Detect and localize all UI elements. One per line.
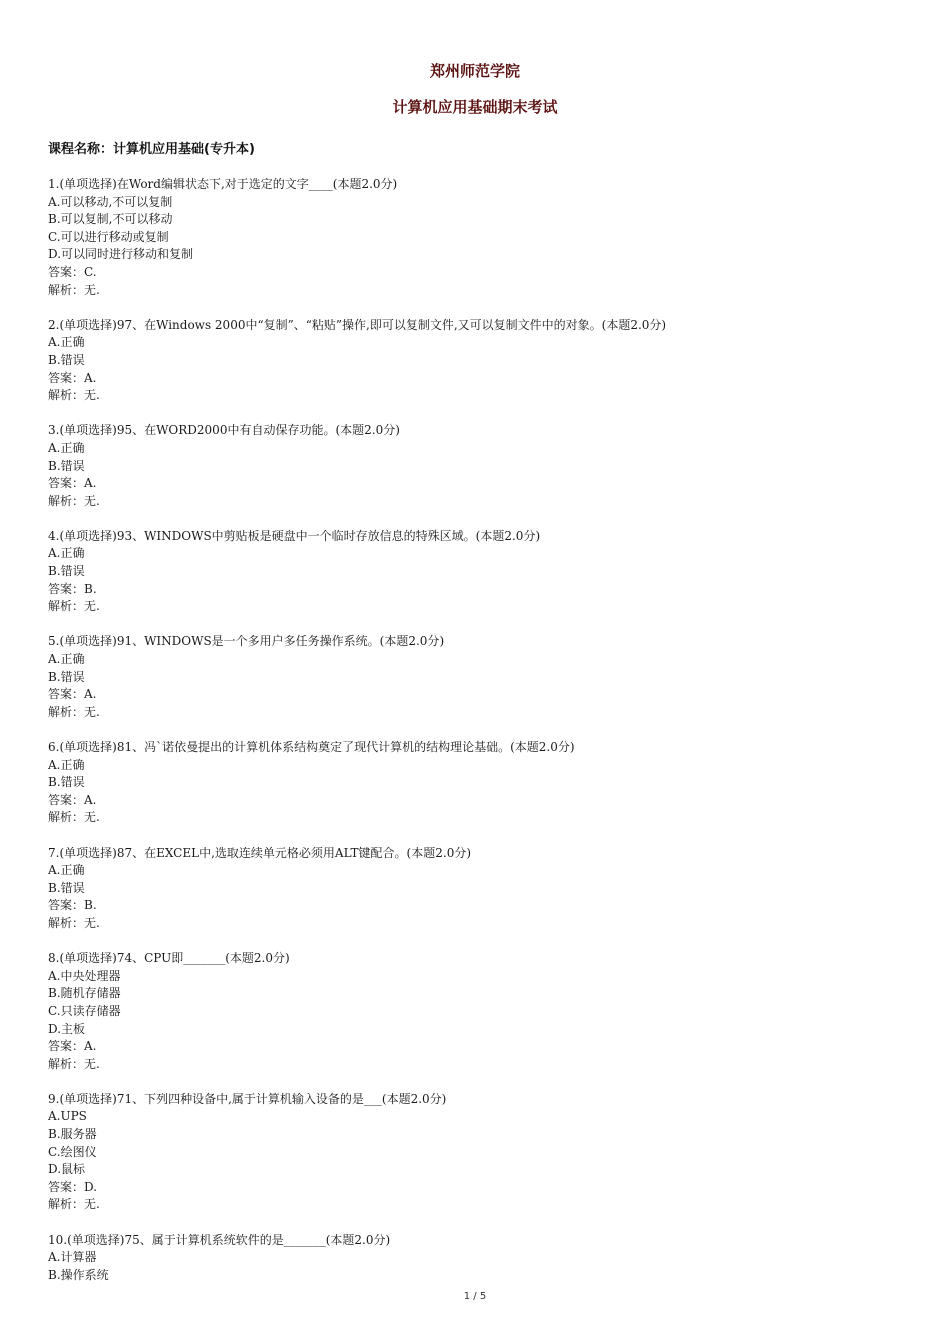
question-analysis: 解析：无.	[48, 915, 100, 930]
school-title: 郑州师范学院	[429, 62, 520, 80]
question-option: A.UPS	[48, 1109, 87, 1124]
question-option: A.中央处理器	[48, 968, 121, 983]
question-option: C.绘图仪	[48, 1144, 97, 1159]
question-answer: 答案：A.	[48, 792, 97, 807]
question-block	[48, 1232, 908, 1285]
question-block	[48, 950, 908, 1073]
question-option: B.错误	[48, 669, 85, 684]
question-block	[48, 317, 908, 405]
question-analysis: 解析：无.	[48, 810, 100, 825]
question-option: A.正确	[48, 863, 85, 878]
question-block	[48, 176, 908, 299]
question-option: A.计算器	[48, 1250, 97, 1265]
question-option: A.正确	[48, 546, 85, 561]
question-answer: 答案：B.	[48, 581, 97, 596]
question-option: C.可以进行移动或复制	[48, 229, 169, 244]
question-option: D.鼠标	[48, 1162, 86, 1177]
page-number: 1 / 5	[463, 1291, 487, 1302]
question-option: D.可以同时进行移动和复制	[48, 247, 194, 262]
question-option: D.主板	[48, 1021, 86, 1036]
question-stem: 7.(单项选择)87、在EXCEL中,选取连续单元格必须用ALT键配合。(本题2.0分)	[48, 845, 472, 860]
question-stem: 6.(单项选择)81、冯`诺依曼提出的计算机体系结构奠定了现代计算机的结构理论基础。(本题2.0分)	[48, 740, 575, 754]
exam-title: 计算机应用基础期末考试	[392, 98, 558, 116]
question-block	[48, 739, 908, 827]
question-analysis: 解析：无.	[48, 493, 100, 508]
question-option: B.错误	[48, 880, 85, 895]
course-name: 课程名称：计算机应用基础(专升本)	[48, 142, 255, 157]
question-analysis: 解析：无.	[48, 599, 100, 614]
question-option: B.服务器	[48, 1127, 97, 1142]
question-analysis: 解析：无.	[48, 388, 100, 403]
question-block	[48, 845, 908, 933]
question-option: A.正确	[48, 652, 85, 667]
question-block	[48, 528, 908, 616]
question-block	[48, 1091, 908, 1214]
question-option: B.可以复制,不可以移动	[48, 212, 173, 227]
question-option: A.可以移动,不可以复制	[48, 194, 173, 209]
question-stem: 4.(单项选择)93、WINDOWS中剪贴板是硬盘中一个临时存放信息的特殊区域。(本题2.0分)	[48, 528, 541, 543]
question-analysis: 解析：无.	[48, 704, 100, 719]
question-answer: 答案：A.	[48, 687, 97, 702]
question-block	[48, 422, 908, 510]
question-option: B.错误	[48, 352, 85, 367]
question-option: C.只读存储器	[48, 1003, 121, 1018]
question-answer: 答案：A.	[48, 370, 97, 385]
question-analysis: 解析：无.	[48, 1056, 100, 1071]
question-list	[48, 176, 908, 1302]
question-analysis: 解析：无.	[48, 282, 100, 297]
question-stem: 9.(单项选择)71、下列四种设备中,属于计算机输入设备的是___(本题2.0分)	[48, 1091, 447, 1106]
question-option: B.随机存储器	[48, 986, 121, 1001]
question-answer: 答案：A.	[48, 1039, 97, 1054]
question-option: A.正确	[48, 440, 85, 455]
question-option: B.错误	[48, 775, 85, 790]
question-stem: 8.(单项选择)74、CPU即_______(本题2.0分)	[48, 951, 290, 966]
question-answer: 答案：D.	[48, 1179, 98, 1194]
question-option: A.正确	[48, 757, 85, 772]
question-option: A.正确	[48, 335, 85, 350]
question-stem: 10.(单项选择)75、属于计算机系统软件的是_______(本题2.0分)	[48, 1232, 391, 1247]
question-option: B.错误	[48, 564, 85, 579]
question-stem: 3.(单项选择)95、在WORD2000中有自动保存功能。(本题2.0分)	[48, 423, 400, 438]
question-answer: 答案：C.	[48, 264, 97, 279]
question-option: B.错误	[48, 458, 85, 473]
question-stem: 5.(单项选择)91、WINDOWS是一个多用户多任务操作系统。(本题2.0分)	[48, 634, 445, 649]
question-stem: 1.(单项选择)在Word编辑状态下,对于选定的文字____(本题2.0分)	[48, 177, 398, 191]
question-answer: 答案：A.	[48, 476, 97, 491]
question-option: B.操作系统	[48, 1267, 109, 1282]
question-answer: 答案：B.	[48, 898, 97, 913]
question-analysis: 解析：无.	[48, 1197, 100, 1212]
question-stem: 2.(单项选择)97、在Windows 2000中“复制”、“粘贴”操作,即可以复制文件,又可以复制文件中的对象。(本题2.0分)	[48, 317, 667, 332]
question-block	[48, 633, 908, 721]
